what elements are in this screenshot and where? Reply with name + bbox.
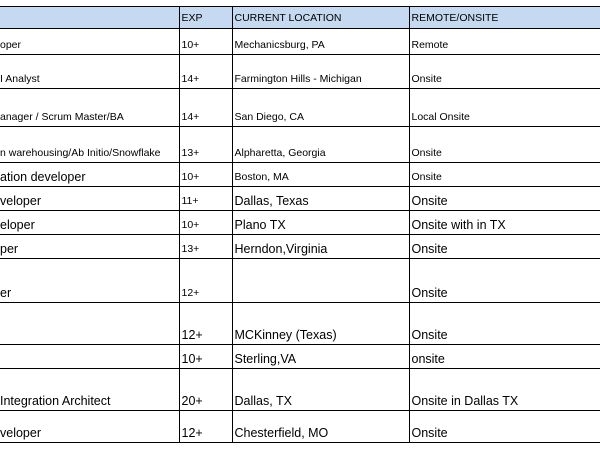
mode-cell[interactable]: Onsite	[409, 235, 600, 259]
exp-cell[interactable]: 13+	[179, 235, 232, 259]
exp-cell[interactable]: 14+	[179, 55, 232, 89]
exp-cell[interactable]: 10+	[179, 163, 232, 187]
role-cell[interactable]: er	[0, 259, 179, 303]
table-row	[0, 29, 600, 55]
exp-cell[interactable]: 20+	[179, 369, 232, 411]
mode-cell[interactable]: Onsite	[409, 55, 600, 89]
table-row	[0, 55, 600, 89]
role-cell[interactable]	[0, 345, 179, 369]
location-cell[interactable]: Boston, MA	[232, 163, 409, 187]
table-row	[0, 345, 600, 369]
table-row	[0, 411, 600, 443]
mode-cell[interactable]: onsite	[409, 345, 600, 369]
exp-cell[interactable]: 12+	[179, 303, 232, 345]
table-row	[0, 187, 600, 211]
mode-cell[interactable]: Onsite	[409, 259, 600, 303]
exp-cell[interactable]: 12+	[179, 259, 232, 303]
mode-cell[interactable]: Onsite	[409, 187, 600, 211]
location-cell[interactable]: Alpharetta, Georgia	[232, 127, 409, 163]
table-row	[0, 127, 600, 163]
exp-cell[interactable]: 11+	[179, 187, 232, 211]
role-cell[interactable]: oper	[0, 29, 179, 55]
location-cell[interactable]: Plano TX	[232, 211, 409, 235]
role-cell[interactable]: ation developer	[0, 163, 179, 187]
header-role[interactable]	[0, 7, 179, 29]
mode-cell[interactable]: Onsite	[409, 127, 600, 163]
mode-cell[interactable]: Onsite	[409, 163, 600, 187]
role-cell[interactable]: veloper	[0, 187, 179, 211]
table-row	[0, 235, 600, 259]
role-cell[interactable]: n warehousing/Ab Initio/Snowflake	[0, 127, 179, 163]
location-cell[interactable]: Farmington Hills - Michigan	[232, 55, 409, 89]
role-cell[interactable]: per	[0, 235, 179, 259]
header-remote-onsite[interactable]: REMOTE/ONSITE	[409, 7, 600, 29]
table-row	[0, 303, 600, 345]
location-cell[interactable]: Chesterfield, MO	[232, 411, 409, 443]
mode-cell[interactable]: Onsite in Dallas TX	[409, 369, 600, 411]
exp-cell[interactable]: 10+	[179, 211, 232, 235]
header-row	[0, 7, 600, 29]
location-cell[interactable]: Dallas, Texas	[232, 187, 409, 211]
location-cell[interactable]: San Diego, CA	[232, 89, 409, 127]
table-row	[0, 259, 600, 303]
location-cell[interactable]: Dallas, TX	[232, 369, 409, 411]
exp-cell[interactable]: 13+	[179, 127, 232, 163]
location-cell[interactable]: MCKinney (Texas)	[232, 303, 409, 345]
mode-cell[interactable]: Local Onsite	[409, 89, 600, 127]
mode-cell[interactable]: Onsite	[409, 303, 600, 345]
exp-cell[interactable]: 10+	[179, 345, 232, 369]
role-cell[interactable]: veloper	[0, 411, 179, 443]
candidate-table	[0, 6, 600, 443]
role-cell[interactable]: anager / Scrum Master/BA	[0, 89, 179, 127]
location-cell[interactable]: Herndon,Virginia	[232, 235, 409, 259]
table-row	[0, 89, 600, 127]
mode-cell[interactable]: Onsite with in TX	[409, 211, 600, 235]
location-cell[interactable]: Mechanicsburg, PA	[232, 29, 409, 55]
mode-cell[interactable]: Remote	[409, 29, 600, 55]
exp-cell[interactable]: 14+	[179, 89, 232, 127]
table-row	[0, 163, 600, 187]
exp-cell[interactable]: 10+	[179, 29, 232, 55]
role-cell[interactable]: eloper	[0, 211, 179, 235]
role-cell[interactable]: I Analyst	[0, 55, 179, 89]
location-cell[interactable]	[232, 259, 409, 303]
location-cell[interactable]: Sterling,VA	[232, 345, 409, 369]
role-cell[interactable]: Integration Architect	[0, 369, 179, 411]
header-current-location[interactable]: CURRENT LOCATION	[232, 7, 409, 29]
header-exp[interactable]: EXP	[179, 7, 232, 29]
mode-cell[interactable]: Onsite	[409, 411, 600, 443]
table-row	[0, 369, 600, 411]
table-row	[0, 211, 600, 235]
role-cell[interactable]	[0, 303, 179, 345]
exp-cell[interactable]: 12+	[179, 411, 232, 443]
